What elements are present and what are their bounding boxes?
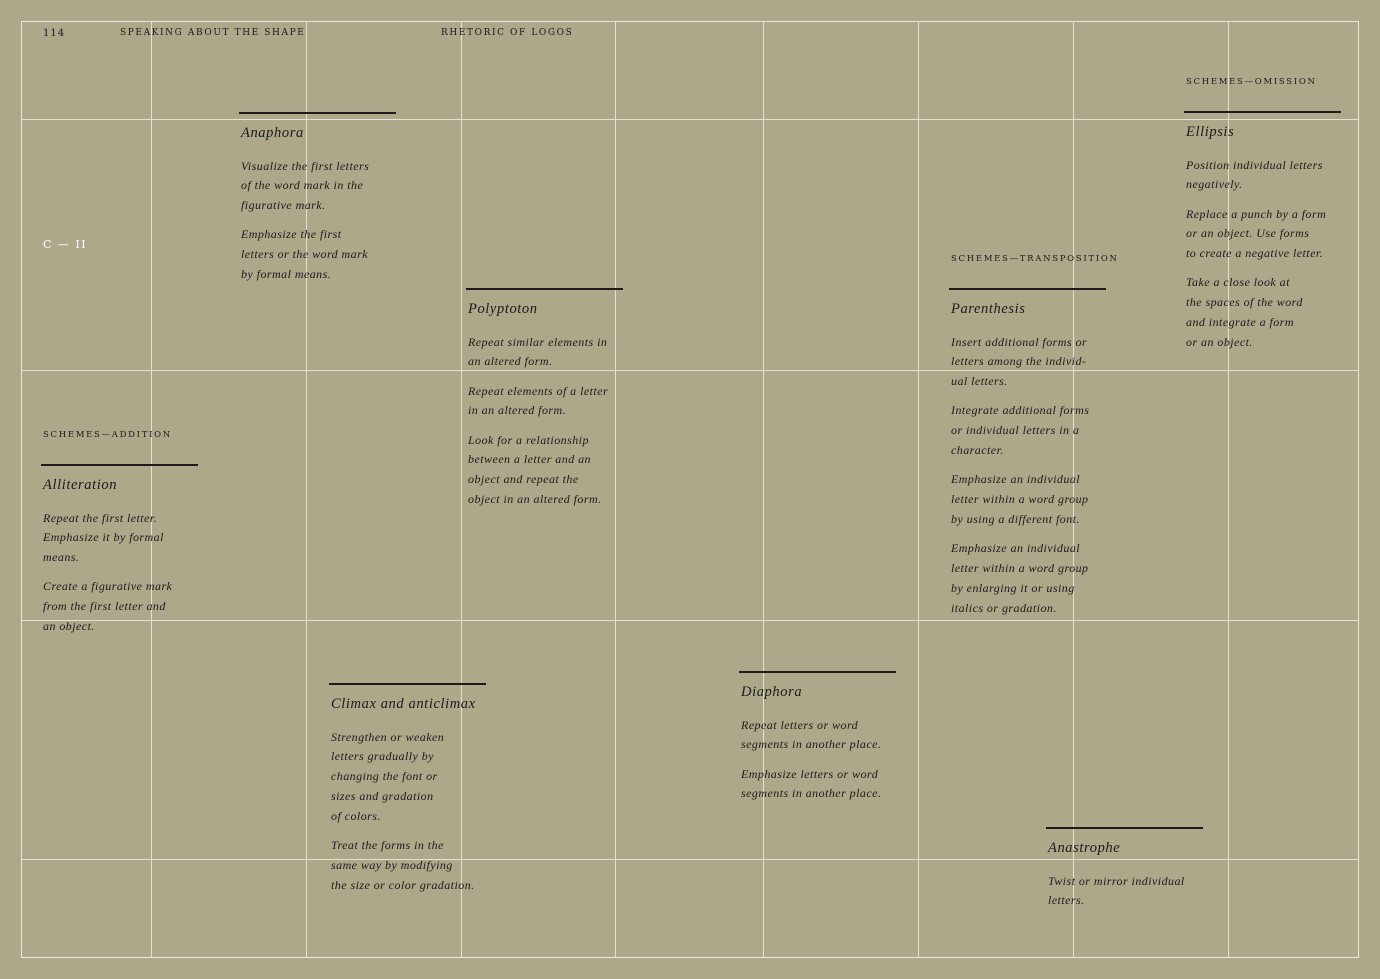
figure-ellipsis — [1186, 111, 1346, 362]
term-rule — [739, 671, 896, 673]
term-title: Alliteration — [43, 476, 118, 493]
term-title: Ellipsis — [1186, 123, 1235, 140]
term-title: Anastrophe — [1048, 839, 1121, 856]
description-paragraph: Strengthen or weaken letters gradually by changing the font or sizes and gradation of colors. — [331, 729, 445, 823]
description-paragraph: Twist or mirror individual letters. — [1048, 873, 1185, 908]
figure-anaphora — [241, 112, 401, 294]
page-number: 114 — [43, 28, 66, 39]
figure-polyptoton — [468, 288, 628, 519]
description-paragraph: Insert additional forms or letters among the individ- ual letters. — [951, 334, 1088, 389]
page-frame — [21, 21, 1359, 958]
figure-anastrophe — [1048, 827, 1208, 921]
figure-alliteration — [43, 464, 203, 646]
term-rule — [239, 112, 396, 114]
figure-parenthesis — [951, 288, 1111, 628]
grid-column-line — [918, 21, 919, 958]
term-rule — [1046, 827, 1203, 829]
term-rule — [466, 288, 623, 290]
description-paragraph: Emphasize an individual letter within a word group by enlarging it or using italics or gradation. — [951, 541, 1089, 615]
description-paragraph: Emphasize an individual letter within a word group by using a different font. — [951, 472, 1089, 526]
category-label-addition: SCHEMES—ADDITION — [43, 430, 172, 440]
term-rule — [1184, 111, 1341, 113]
category-label-transposition: SCHEMES—TRANSPOSITION — [951, 254, 1119, 264]
description-paragraph: Integrate additional forms or individual letters in a character. — [951, 403, 1090, 457]
chapter-marker: C — II — [43, 238, 88, 251]
description-paragraph: Repeat elements of a letter in an altered form. — [468, 383, 609, 418]
description-paragraph: Repeat the first letter. Emphasize it by formal means. — [43, 510, 164, 565]
category-label-omission: SCHEMES—OMISSION — [1186, 77, 1317, 87]
description-paragraph: Create a figurative mark from the first letter and an object. — [43, 579, 173, 633]
running-head-chapter: RHETORIC OF LOGOS — [441, 28, 574, 38]
description-paragraph: Visualize the first letters of the word mark in the figurative mark. — [241, 158, 370, 213]
description-paragraph: Emphasize the first letters or the word mark by formal means. — [241, 227, 369, 281]
term-rule — [329, 683, 486, 685]
term-title: Anaphora — [241, 124, 304, 141]
term-title: Polyptoton — [468, 300, 538, 317]
figure-diaphora — [741, 671, 901, 814]
description-paragraph: Repeat similar elements in an altered form. — [468, 334, 608, 369]
term-rule — [949, 288, 1106, 290]
term-rule — [41, 464, 198, 466]
description-paragraph: Treat the forms in the same way by modifying the size or color gradation. — [331, 837, 475, 892]
description-paragraph: Emphasize letters or word segments in another place. — [741, 766, 882, 801]
grid-row-line — [21, 119, 1359, 120]
figure-climax — [331, 683, 491, 905]
description-paragraph: Look for a relationship between a letter and an object and repeat the object in an altered form. — [468, 432, 602, 507]
description-paragraph: Replace a punch by a form or an object. Use forms to create a negative letter. — [1186, 206, 1327, 261]
description-paragraph: Take a close look at the spaces of the word and integrate a form or an object. — [1186, 275, 1303, 349]
grid-column-line — [763, 21, 764, 958]
grid-row-line — [21, 620, 1359, 621]
term-title: Parenthesis — [951, 300, 1026, 317]
grid-row-line — [21, 370, 1359, 371]
description-paragraph: Position individual letters negatively. — [1186, 157, 1323, 192]
running-head-section: SPEAKING ABOUT THE SHAPE — [120, 28, 306, 38]
description-paragraph: Repeat letters or word segments in another place. — [741, 717, 882, 752]
term-title: Climax and anticlimax — [331, 695, 476, 712]
term-title: Diaphora — [741, 683, 803, 700]
